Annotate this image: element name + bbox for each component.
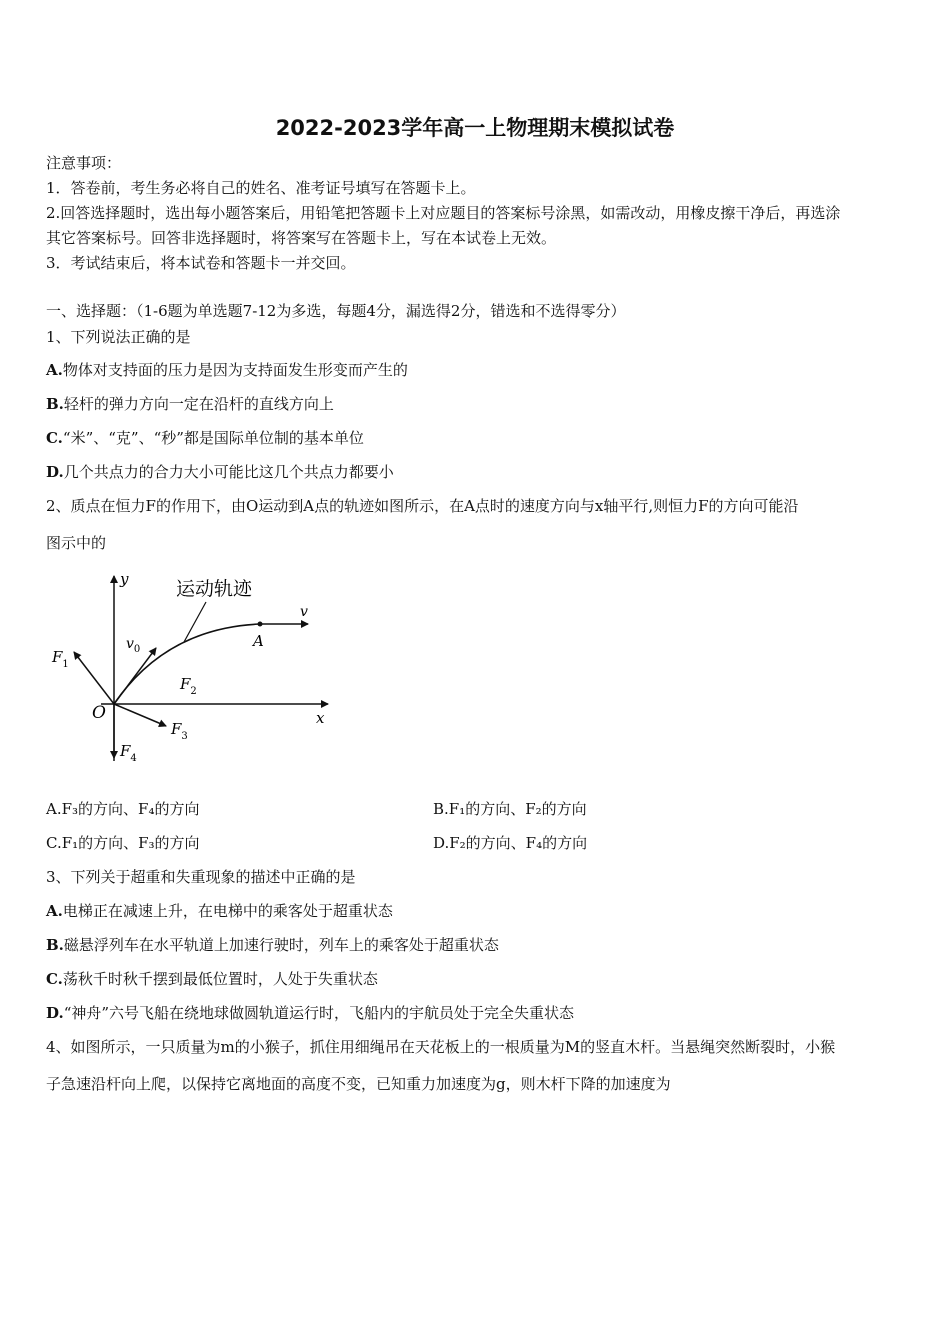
force-f4-label	[119, 742, 137, 764]
q2-option-b	[433, 799, 587, 819]
q1-option-d	[46, 462, 908, 482]
q4-stem-line2: 子急速沿杆向上爬，以保持它离地面的高度不变，已知重力加速度为g，则木杆下降的加速度为	[46, 1075, 671, 1093]
option-text: 荡秋千时秋千摆到最低位置时，人处于失重状态	[62, 970, 378, 988]
q3-option-b	[46, 935, 908, 955]
f1-subscript: 1	[62, 659, 69, 670]
option-label: C.	[46, 429, 63, 447]
option-label: C.	[46, 834, 62, 852]
option-text: 几个共点力的合力大小可能比这几个共点力都要小	[63, 463, 394, 481]
option-label: D.	[46, 463, 64, 481]
q2-option-c	[46, 833, 200, 853]
q1-option-b	[46, 394, 908, 414]
option-text: F₂的方向、F₄的方向	[449, 834, 588, 852]
force-f3-arrow	[114, 704, 166, 726]
force-f3-label	[170, 720, 188, 742]
q1-option-a	[46, 360, 908, 380]
option-text: 电梯正在减速上升，在电梯中的乘客处于超重状态	[62, 902, 393, 920]
q4-stem-line1: 4、如图所示，一只质量为m的小猴子，抓住用细绳吊在天花板上的一根质量为M的竖直木杆。当悬绳突然断裂时，小猴	[46, 1038, 836, 1056]
option-label: A.	[46, 800, 62, 818]
option-label: B.	[46, 936, 64, 954]
f3-subscript: 3	[181, 731, 188, 742]
point-a-label: A	[253, 632, 264, 650]
velocity-v0-arrow	[114, 648, 156, 704]
trajectory-figure	[46, 566, 336, 771]
notice-item: 1．答卷前，考生务必将自己的姓名、准考证号填写在答题卡上。	[46, 179, 476, 197]
v0-letter: v	[126, 636, 134, 652]
page-title: 2022-2023学年高一上物理期末模拟试卷	[275, 116, 675, 140]
option-text: F₁的方向、F₃的方向	[61, 834, 200, 852]
option-label: A.	[46, 361, 63, 379]
notice-item: 3．考试结束后，将本试卷和答题卡一并交回。	[46, 254, 356, 272]
notice-item: 2.回答选择题时，选出每小题答案后，用铅笔把答题卡上对应题目的答案标号涂黑，如需改动，用橡皮擦干净后，再选涂	[46, 204, 841, 222]
q2-stem-line2: 图示中的	[46, 534, 107, 552]
q3-option-d	[46, 1003, 908, 1023]
option-label: D.	[46, 1004, 64, 1022]
option-text: 磁悬浮列车在水平轨道上加速行驶时，列车上的乘客处于超重状态	[63, 936, 499, 954]
option-text: F₃的方向、F₄的方向	[61, 800, 200, 818]
force-f2-label	[179, 675, 197, 697]
option-label: B.	[46, 395, 64, 413]
q3-stem: 3、下列关于超重和失重现象的描述中正确的是	[46, 868, 356, 886]
option-text: 物体对支持面的压力是因为支持面发生形变而产生的	[62, 361, 408, 379]
option-label: A.	[46, 902, 63, 920]
option-text: F₁的方向、F₂的方向	[448, 800, 587, 818]
q3-option-c	[46, 969, 908, 989]
q1-option-c	[46, 428, 908, 448]
velocity-v0-label	[126, 636, 140, 655]
option-label: B.	[433, 800, 449, 818]
origin-label: O	[92, 703, 106, 723]
velocity-v-label: v	[300, 604, 308, 620]
x-axis-label: x	[316, 709, 325, 727]
f1-letter: F	[52, 648, 63, 666]
option-text: “神舟”六号飞船在绕地球做圆轨道运行时，飞船内的宇航员处于完全失重状态	[63, 1004, 575, 1022]
q3-option-a	[46, 901, 908, 921]
option-text: 轻杆的弹力方向一定在沿杆的直线方向上	[63, 395, 334, 413]
q1-stem: 1、下列说法正确的是	[46, 328, 191, 346]
notice-heading: 注意事项：	[46, 154, 122, 172]
y-axis-label: y	[120, 570, 129, 588]
force-f1-arrow	[74, 652, 114, 704]
f2-letter: F	[180, 675, 191, 693]
f4-subscript: 4	[130, 753, 137, 764]
v0-subscript: 0	[133, 644, 141, 655]
f2-subscript: 2	[190, 686, 197, 697]
q2-stem-line1: 2、质点在恒力F的作用下，由O运动到A点的轨迹如图所示，在A点时的速度方向与x轴平行,则恒力F的方向可能沿	[46, 497, 799, 515]
notice-item: 其它答案标号。回答非选择题时，将答案写在答题卡上，写在本试卷上无效。	[46, 229, 557, 247]
option-label: C.	[46, 970, 63, 988]
option-label: D.	[433, 834, 450, 852]
q2-option-a	[46, 799, 199, 819]
caption-pointer	[184, 602, 206, 642]
f4-letter: F	[120, 742, 131, 760]
force-f1-label	[51, 648, 69, 670]
point-a	[258, 622, 263, 627]
q2-option-d	[433, 833, 587, 853]
f3-letter: F	[171, 720, 182, 738]
option-text: “米”、“克”、“秒”都是国际单位制的基本单位	[62, 429, 364, 447]
trajectory-caption: 运动轨迹	[176, 578, 253, 600]
section-heading: 一、选择题：（1-6题为单选题7-12为多选，每题4分，漏选得2分，错选和不选得零分）	[46, 302, 626, 320]
